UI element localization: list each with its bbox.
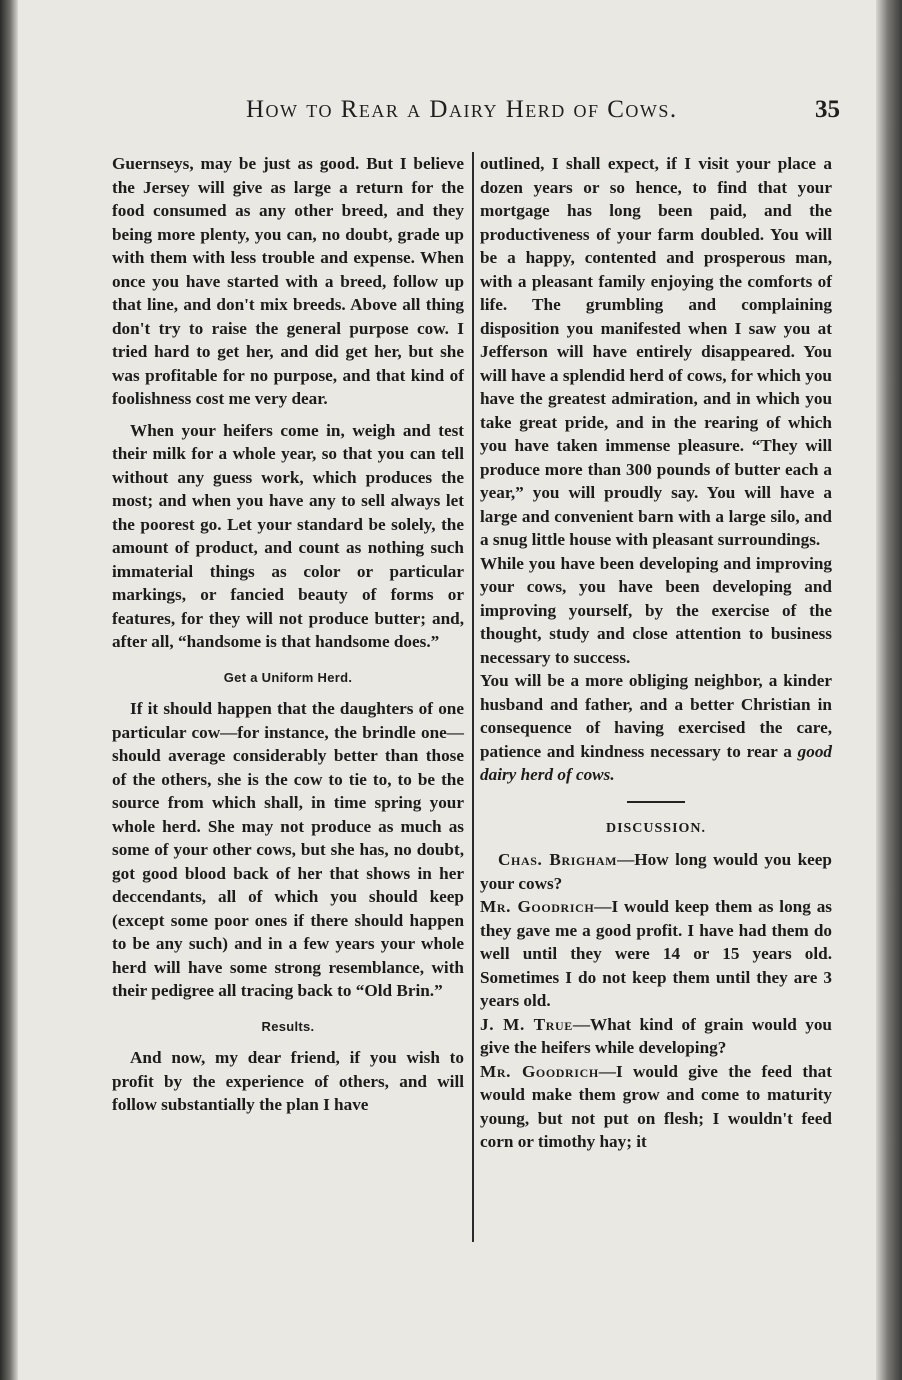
right-paragraph-3-text: You will be a more obliging neighbor, a kinder husband and father, and a better Christian in consequence of having exercised the care, patience and kindness necessary to rear a	[480, 671, 832, 761]
speaker-name: Mr. Goodrich	[480, 1061, 599, 1081]
running-title: How to Rear a Dairy Herd of Cows.	[246, 96, 678, 123]
section-rule	[627, 801, 685, 803]
speech-text: —I would give the feed that would make them grow and come to maturity young, but not put on flesh; I wouldn't feed corn or timothy hay; it	[480, 1061, 832, 1151]
left-paragraph-1: Guernseys, may be just as good. But I believe the Jersey will give as large a return for the food consumed as any other breed, and they being more plenty, you can, no doubt, grade up with them with less trouble and expense. When once you have started with a breed, follow up that line, and don't mix breeds. Above all thing don't try to raise the general purpose cow. I tried hard to get her, and did get her, but she was profitable for no purpose, and that kind of foolishness cost me very dear.	[112, 154, 464, 408]
right-paragraph-3	[480, 669, 832, 787]
speech-text: —What kind of grain would you give the heifers while developing?	[480, 1014, 832, 1057]
section-heading-results: Results.	[261, 1018, 315, 1034]
discussion-question-2	[480, 1013, 832, 1060]
discussion-answer-2	[480, 1060, 832, 1154]
right-paragraph-2: While you have been developing and improving your cows, you have been developing and improving yourself, by the exercise of the thought, study and close attention to business necessary to success.	[480, 553, 832, 667]
discussion-heading: DISCUSSION.	[605, 820, 707, 836]
speaker-name: J. M. True	[480, 1014, 573, 1034]
page-edge-shadow	[876, 0, 902, 1380]
left-column	[112, 152, 464, 1117]
speech-text: —How long would you keep your cows?	[480, 850, 832, 893]
speech-text: —I would keep them as long as they gave me a good profit. I have had them do well until they were 14 or 15 years old. Sometimes I do not keep them until they are 3 years old.	[480, 897, 832, 1010]
right-column	[480, 152, 832, 1154]
discussion-question-1	[480, 848, 832, 895]
section-heading-uniform-herd: Get a Uniform Herd.	[223, 669, 353, 685]
column-divider	[472, 152, 474, 1242]
speaker-name: Mr. Goodrich	[480, 897, 595, 916]
running-header	[240, 96, 840, 136]
page-gutter-shadow	[0, 0, 18, 1380]
right-paragraph-3-emphasis: good dairy herd of cows.	[480, 741, 832, 784]
page-number: 35	[815, 96, 840, 123]
left-paragraph-3: If it should happen that the daughters of one particular cow—for instance, the brindle one—should average considerably better than those of the others, she is the cow to tie to, to be the source from which shall, in time spring your whole herd. She may not produce as much as some of your other cows, but she has, no doubt, got good blood back of her that shows in her deccendants, all of which you should keep (except some poor ones if there should happen to be any such) and in a few years your whole herd will have some strong resemblance, with their pedigree all tracing back to “Old Brin.”	[112, 699, 464, 1000]
right-paragraph-1: outlined, I shall expect, if I visit your place a dozen years or so hence, to find that your mortgage has long been paid, and the productiveness of your farm doubled. You will be a happy, contented and prosperous man, with a pleasant family enjoying the comforts of life. The grumbling and complaining disposition you manifested when I saw you at Jefferson will have entirely disappeared. You will have a splendid herd of cows, for which you have the greatest admiration, and in which you take great pride, and in the rearing of which you have taken immense pleasure. “They will produce more than 300 pounds of butter each a year,” you will proudly say. You will have a large and convenient barn with a large silo, and a snug little house with pleasant surroundings.	[480, 154, 832, 549]
speaker-name: Chas. Brigham	[498, 850, 618, 869]
left-paragraph-4: And now, my dear friend, if you wish to profit by the experience of others, and will follow substantially the plan I have	[112, 1048, 464, 1114]
discussion-answer-1	[480, 895, 832, 1013]
left-paragraph-2: When your heifers come in, weigh and test their milk for a whole year, so that you can tell without any guess work, which produces the most; and when you have any to sell always let the poorest go. Let your standard be solely, the amount of product, and count as nothing such immaterial things as color or particular markings, or fancied beauty of forms or features, for they will not produce butter; and, after all, “handsome is that handsome does.”	[112, 420, 464, 651]
